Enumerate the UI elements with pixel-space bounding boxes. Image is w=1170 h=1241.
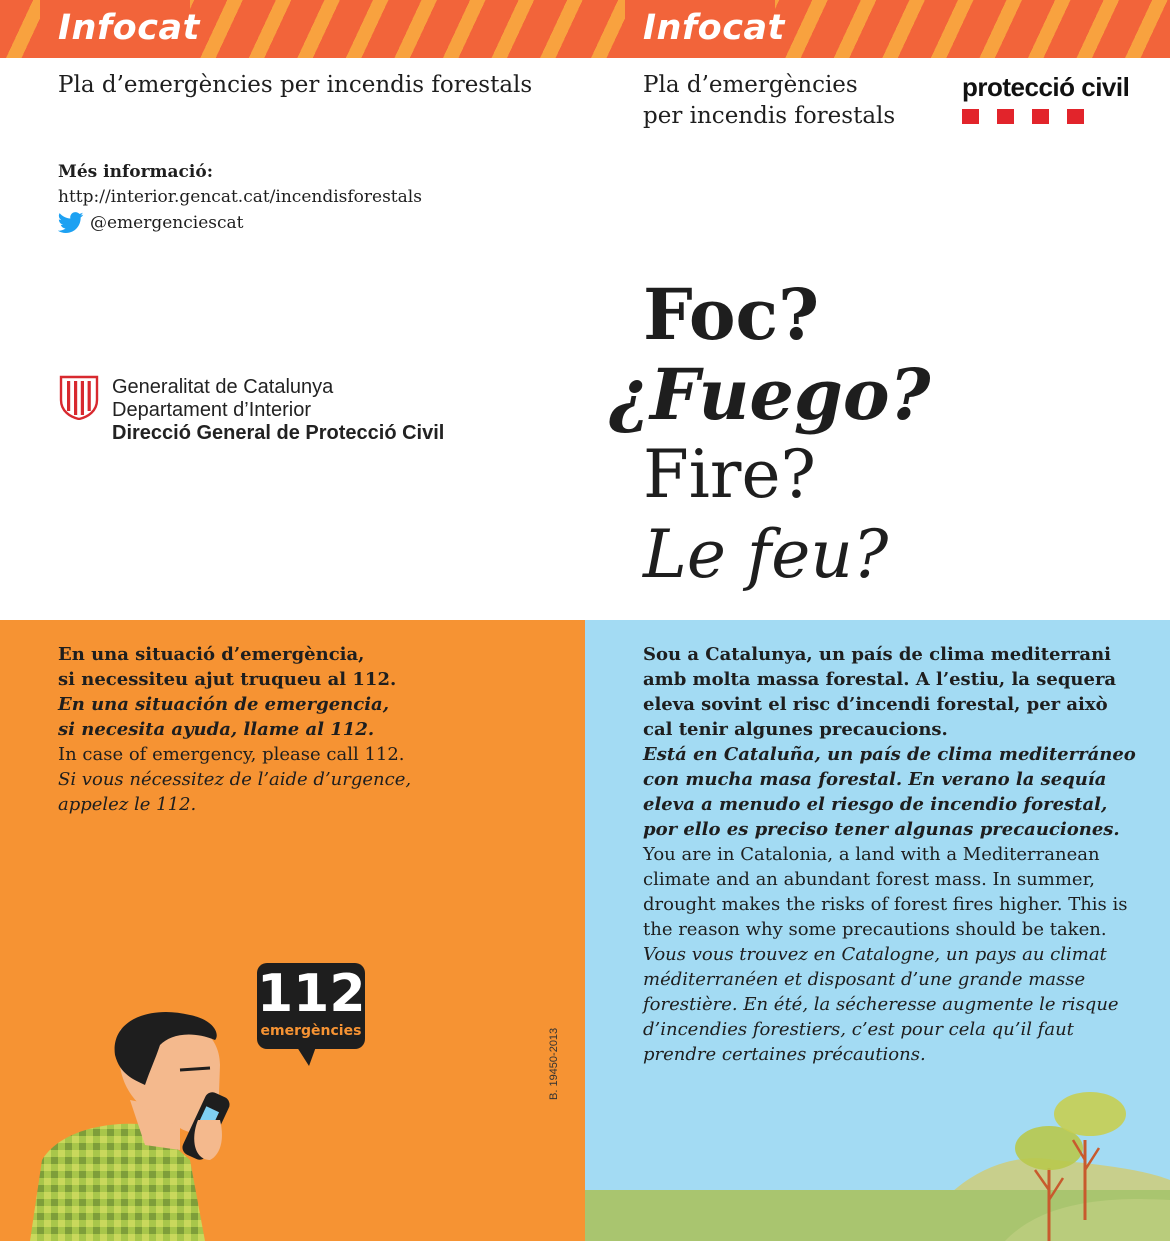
intro-catalan: Sou a Catalunya, un país de clima mediterrani amb molta massa forestal. A l’estiu, la sequera eleva sovint el risc d’incendi forestal, per això cal tenir algunes precaucions. — [643, 644, 1117, 740]
proteccio-civil-logo — [962, 72, 1129, 124]
more-info-label: Més informació: — [58, 162, 213, 182]
front-cover-panel — [585, 0, 1170, 620]
generalitat-name: Generalitat de Catalunya — [112, 376, 334, 398]
emergency-fr-line1: Si vous nécessitez de l’aide d’urgence, — [58, 769, 412, 790]
twitter-bird-icon — [58, 212, 84, 234]
headline-catalan: Foc? — [643, 273, 820, 356]
plan-title-front — [643, 70, 943, 132]
infocat-banner — [0, 0, 585, 58]
department-name: Departament d’Interior — [112, 399, 311, 421]
proteccio-civil-text: protecció civil — [962, 72, 1130, 102]
badge-number: 112 — [257, 964, 366, 1024]
badge-tail — [295, 1044, 317, 1066]
emergency-fr-line2: appelez le 112. — [58, 794, 197, 815]
banner-title-front: Infocat — [643, 8, 785, 48]
emergency-panel — [0, 620, 585, 1241]
back-cover-panel — [0, 0, 585, 620]
emergency-es-line2: si necesita ayuda, llame al 112. — [58, 719, 375, 740]
twitter-handle: @emergenciescat — [90, 213, 244, 233]
infocat-banner-front — [585, 0, 1170, 58]
intro-spanish: Está en Cataluña, un país de clima mediterráneo con mucha masa forestal. En verano la sequía eleva a menudo el riesgo de incendio forestal, por ello es preciso tener algunas precauciones. — [643, 744, 1136, 840]
twitter-handle-row[interactable] — [58, 212, 244, 234]
intro-panel — [585, 620, 1170, 1241]
plan-title-line2: per incendis forestals — [643, 103, 896, 129]
generalitat-logo-icon — [58, 374, 100, 420]
generalitat-text — [112, 376, 444, 445]
proteccio-civil-squares-icon — [962, 109, 1129, 124]
emergency-112-badge — [257, 963, 365, 1049]
emergency-ca-line1: En una situació d’emergència, — [58, 644, 365, 665]
headline-english: Fire? — [643, 436, 816, 513]
man-on-phone-illustration — [30, 1010, 290, 1241]
headline — [609, 273, 931, 595]
landscape-trees-illustration — [585, 1070, 1170, 1241]
intro-english: You are in Catalonia, a land with a Mediterranean climate and an abundant forest mass. In summer, drought makes the risks of forest fires higher. This is the reason why some precautions should be taken. — [643, 844, 1128, 940]
plan-title-line1: Pla d’emergències — [643, 72, 858, 98]
intro-french: Vous vous trouvez en Catalogne, un pays au climat méditerranéen et disposant d’une grande masse forestière. En été, la sécheresse augmente le risque d’incendies forestiers, c’est pour cela qu’il faut prendre certaines précautions. — [643, 944, 1119, 1065]
emergency-es-line1: En una situación de emergencia, — [58, 694, 389, 715]
intro-text — [643, 642, 1143, 1067]
emergency-en: In case of emergency, please call 112. — [58, 744, 405, 765]
emergency-text — [58, 642, 528, 817]
more-info-url[interactable]: http://interior.gencat.cat/incendisforestals — [58, 187, 422, 207]
legal-deposit: B. 19450-2013 — [548, 1027, 560, 1100]
headline-spanish: ¿Fuego? — [609, 353, 931, 436]
banner-title: Infocat — [58, 8, 200, 48]
badge-label: emergències — [260, 1023, 362, 1039]
plan-title: Pla d’emergències per incendis forestals — [58, 72, 533, 98]
headline-french: Le feu? — [643, 516, 889, 593]
directorate-name: Direcció General de Protecció Civil — [112, 422, 445, 444]
emergency-ca-line2: si necessiteu ajut truqueu al 112. — [58, 669, 397, 690]
